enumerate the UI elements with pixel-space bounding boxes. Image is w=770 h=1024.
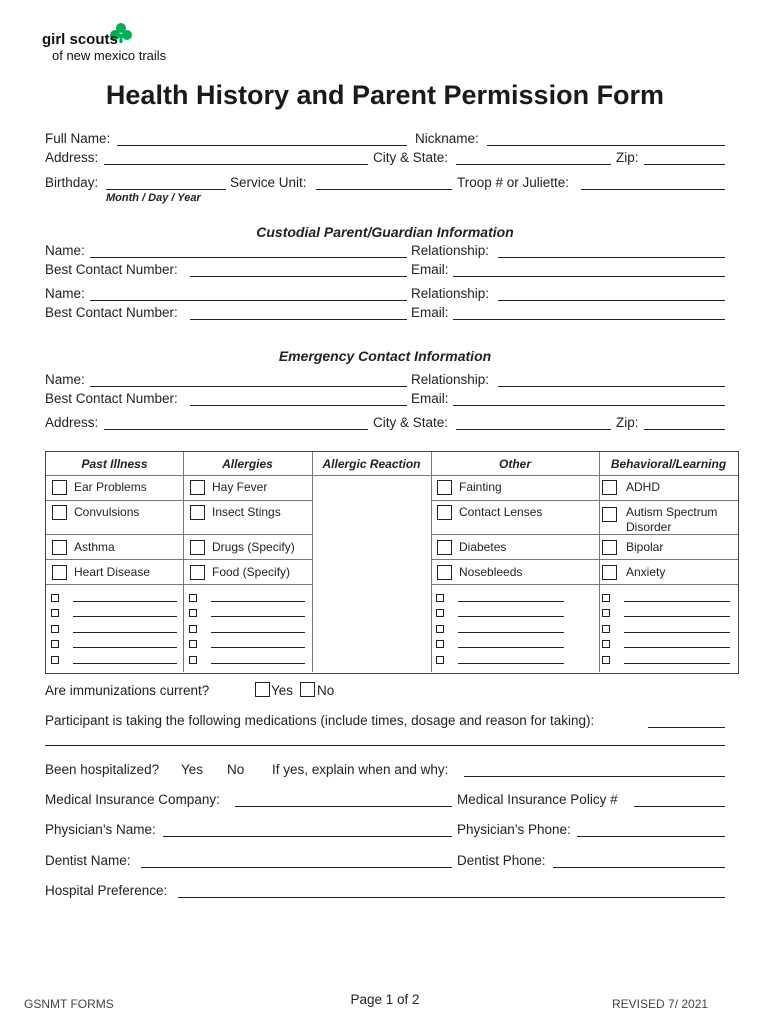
row-divider xyxy=(46,584,183,585)
insurance-policy-field[interactable] xyxy=(634,806,725,807)
autism-checkbox[interactable] xyxy=(602,507,617,522)
emergency-contact-label: Best Contact Number: xyxy=(45,391,178,406)
medications-field-2[interactable] xyxy=(45,745,725,746)
write-in-checkbox[interactable] xyxy=(51,640,59,648)
city-state-label: City & State: xyxy=(373,150,449,165)
row-divider xyxy=(599,475,738,476)
immunizations-yes-checkbox[interactable] xyxy=(255,682,270,697)
heart-disease-checkbox[interactable] xyxy=(52,565,67,580)
nosebleeds-label: Nosebleeds xyxy=(459,565,523,579)
asthma-label: Asthma xyxy=(74,540,115,554)
birthday-field[interactable] xyxy=(106,189,226,190)
write-in-checkbox[interactable] xyxy=(51,609,59,617)
contact-lenses-checkbox[interactable] xyxy=(437,505,452,520)
footer-revised: REVISED 7/ 2021 xyxy=(612,997,709,1011)
write-in-checkbox[interactable] xyxy=(189,594,197,602)
emergency-relationship-field[interactable] xyxy=(498,386,725,387)
custodial-heading: Custodial Parent/Guardian Information xyxy=(256,224,514,240)
header-allergies: Allergies xyxy=(222,457,273,471)
write-in-checkbox[interactable] xyxy=(602,594,610,602)
write-in-field[interactable] xyxy=(458,601,564,602)
emergency-contact-field[interactable] xyxy=(190,405,407,406)
hospitalized-no[interactable]: No xyxy=(227,762,245,777)
row-divider xyxy=(46,534,183,535)
nickname-field[interactable] xyxy=(487,145,725,146)
row-divider xyxy=(183,584,312,585)
dentist-phone-field[interactable] xyxy=(553,867,725,868)
row-divider xyxy=(599,559,738,560)
write-in-field[interactable] xyxy=(458,647,564,648)
page-title: Health History and Parent Permission Form xyxy=(105,80,665,110)
explain-label: If yes, explain when and why: xyxy=(272,762,449,777)
immunizations-no-checkbox[interactable] xyxy=(300,682,315,697)
medications-label: Participant is taking the following medications (include times, dosage and reason for taking): xyxy=(45,713,595,728)
fainting-label: Fainting xyxy=(459,480,502,494)
row-divider xyxy=(183,559,312,560)
write-in-checkbox[interactable] xyxy=(189,625,197,633)
write-in-checkbox[interactable] xyxy=(602,625,610,633)
explain-field[interactable] xyxy=(464,776,725,777)
diabetes-checkbox[interactable] xyxy=(437,540,452,555)
header-other: Other xyxy=(498,457,531,471)
logo xyxy=(42,22,192,64)
write-in-checkbox[interactable] xyxy=(436,625,444,633)
hospital-preference-field[interactable] xyxy=(178,897,725,898)
immunizations-label: Are immunizations current? xyxy=(45,683,210,698)
convulsions-checkbox[interactable] xyxy=(52,505,67,520)
custodial-contact-label-1: Best Contact Number: xyxy=(45,262,178,277)
row-divider xyxy=(183,534,312,535)
conditions-table xyxy=(45,451,739,674)
write-in-checkbox[interactable] xyxy=(602,609,610,617)
row-divider xyxy=(46,500,183,501)
hospital-preference-label: Hospital Preference: xyxy=(45,883,168,898)
write-in-field[interactable] xyxy=(73,601,177,602)
emergency-email-field[interactable] xyxy=(453,405,725,406)
adhd-checkbox[interactable] xyxy=(602,480,617,495)
row-divider xyxy=(431,559,599,560)
write-in-field[interactable] xyxy=(73,632,177,633)
write-in-checkbox[interactable] xyxy=(602,640,610,648)
footer-left: GSNMT FORMS xyxy=(24,997,114,1011)
insurance-company-label: Medical Insurance Company: xyxy=(45,792,220,807)
header-allergic-reaction: Allergic Reaction xyxy=(322,457,421,471)
write-in-field[interactable] xyxy=(211,632,305,633)
write-in-checkbox[interactable] xyxy=(436,656,444,664)
emergency-city-state-label: City & State: xyxy=(373,415,449,430)
custodial-email-field-1[interactable] xyxy=(453,276,725,277)
insurance-company-field[interactable] xyxy=(235,806,452,807)
page-number: Page 1 of 2 xyxy=(350,992,420,1007)
hay-fever-checkbox[interactable] xyxy=(190,480,205,495)
birthday-hint: Month / Day / Year xyxy=(106,192,201,204)
city-state-field[interactable] xyxy=(456,164,611,165)
write-in-checkbox[interactable] xyxy=(51,656,59,664)
convulsions-label: Convulsions xyxy=(74,505,140,519)
emergency-address-field[interactable] xyxy=(104,429,368,430)
immunizations-yes-label: Yes xyxy=(271,683,294,698)
row-divider xyxy=(183,500,312,501)
ear-problems-checkbox[interactable] xyxy=(52,480,67,495)
asthma-checkbox[interactable] xyxy=(52,540,67,555)
row-divider xyxy=(599,500,738,501)
write-in-field[interactable] xyxy=(458,663,564,664)
insect-stings-checkbox[interactable] xyxy=(190,505,205,520)
emergency-address-label: Address: xyxy=(45,415,99,430)
service-unit-label: Service Unit: xyxy=(230,175,307,190)
header-past-illness: Past Illness xyxy=(81,457,148,471)
write-in-field[interactable] xyxy=(458,632,564,633)
col-divider xyxy=(312,452,313,672)
write-in-field[interactable] xyxy=(624,663,730,664)
dentist-phone-label: Dentist Phone: xyxy=(457,853,546,868)
write-in-checkbox[interactable] xyxy=(602,656,610,664)
row-divider xyxy=(46,559,183,560)
write-in-checkbox[interactable] xyxy=(51,625,59,633)
insurance-policy-label: Medical Insurance Policy # xyxy=(457,792,618,807)
emergency-name-label: Name: xyxy=(45,372,85,387)
write-in-field[interactable] xyxy=(211,647,305,648)
medications-field-1[interactable] xyxy=(648,727,725,728)
emergency-heading: Emergency Contact Information xyxy=(278,348,492,364)
custodial-relationship-field-1[interactable] xyxy=(498,257,725,258)
write-in-field[interactable] xyxy=(624,632,730,633)
write-in-field[interactable] xyxy=(458,616,564,617)
col-divider xyxy=(431,452,432,672)
food-checkbox[interactable] xyxy=(190,565,205,580)
nosebleeds-checkbox[interactable] xyxy=(437,565,452,580)
write-in-checkbox[interactable] xyxy=(436,609,444,617)
write-in-checkbox[interactable] xyxy=(189,609,197,617)
custodial-email-label-2: Email: xyxy=(411,305,449,320)
dentist-name-label: Dentist Name: xyxy=(45,853,131,868)
ear-problems-label: Ear Problems xyxy=(74,480,147,494)
emergency-zip-field[interactable] xyxy=(644,429,725,430)
write-in-field[interactable] xyxy=(624,616,730,617)
insect-stings-label: Insect Stings xyxy=(212,505,281,519)
row-divider xyxy=(431,534,599,535)
write-in-field[interactable] xyxy=(211,616,305,617)
food-label: Food (Specify) xyxy=(212,565,291,579)
physician-phone-label: Physician’s Phone: xyxy=(457,822,571,837)
anxiety-label: Anxiety xyxy=(626,565,666,579)
custodial-name-label-1: Name: xyxy=(45,243,85,258)
row-divider xyxy=(183,475,312,476)
custodial-contact-label-2: Best Contact Number: xyxy=(45,305,178,320)
physician-name-label: Physician’s Name: xyxy=(45,822,156,837)
write-in-field[interactable] xyxy=(624,647,730,648)
emergency-zip-label: Zip: xyxy=(616,415,639,430)
custodial-relationship-label-2: Relationship: xyxy=(411,286,490,301)
drugs-label: Drugs (Specify) xyxy=(212,540,295,554)
emergency-email-label: Email: xyxy=(411,391,449,406)
hospitalized-label: Been hospitalized? xyxy=(45,762,160,777)
write-in-field[interactable] xyxy=(73,616,177,617)
address-label: Address: xyxy=(45,150,99,165)
write-in-field[interactable] xyxy=(73,647,177,648)
autism-label: Autism Spectrum Disorder xyxy=(626,505,718,534)
write-in-field[interactable] xyxy=(624,601,730,602)
custodial-name-field-2[interactable] xyxy=(90,300,407,301)
custodial-name-label-2: Name: xyxy=(45,286,85,301)
adhd-label: ADHD xyxy=(626,480,661,494)
write-in-field[interactable] xyxy=(73,663,177,664)
write-in-checkbox[interactable] xyxy=(436,640,444,648)
hospitalized-yes[interactable]: Yes xyxy=(181,762,204,777)
row-divider xyxy=(431,475,599,476)
custodial-name-field-1[interactable] xyxy=(90,257,407,258)
custodial-email-label-1: Email: xyxy=(411,262,449,277)
custodial-contact-field-1[interactable] xyxy=(190,276,407,277)
logo-line1: girl scouts xyxy=(42,31,118,48)
custodial-email-field-2[interactable] xyxy=(453,319,725,320)
custodial-contact-field-2[interactable] xyxy=(190,319,407,320)
nickname-label: Nickname: xyxy=(415,131,479,146)
bipolar-label: Bipolar xyxy=(626,540,664,554)
row-divider xyxy=(46,475,183,476)
immunizations-no-label: No xyxy=(317,683,335,698)
custodial-relationship-field-2[interactable] xyxy=(498,300,725,301)
physician-phone-field[interactable] xyxy=(577,836,725,837)
zip-label: Zip: xyxy=(616,150,639,165)
heart-disease-label: Heart Disease xyxy=(74,565,151,579)
troop-label: Troop # or Juliette: xyxy=(457,175,570,190)
zip-field[interactable] xyxy=(644,164,725,165)
allergic-reaction-area[interactable] xyxy=(314,476,430,671)
row-divider xyxy=(431,500,599,501)
row-divider xyxy=(599,584,738,585)
anxiety-checkbox[interactable] xyxy=(602,565,617,580)
full-name-field[interactable] xyxy=(117,145,407,146)
hay-fever-label: Hay Fever xyxy=(212,480,268,494)
emergency-city-state-field[interactable] xyxy=(456,429,611,430)
logo-line2: of new mexico trails xyxy=(52,48,167,63)
fainting-checkbox[interactable] xyxy=(437,480,452,495)
service-unit-field[interactable] xyxy=(316,189,452,190)
physician-name-field[interactable] xyxy=(163,836,452,837)
diabetes-label: Diabetes xyxy=(459,540,507,554)
bipolar-checkbox[interactable] xyxy=(602,540,617,555)
write-in-checkbox[interactable] xyxy=(51,594,59,602)
address-field[interactable] xyxy=(104,164,368,165)
dentist-name-field[interactable] xyxy=(141,867,452,868)
write-in-checkbox[interactable] xyxy=(189,656,197,664)
header-behavioral: Behavioral/Learning xyxy=(610,457,727,471)
write-in-checkbox[interactable] xyxy=(189,640,197,648)
col-divider xyxy=(183,452,184,672)
write-in-field[interactable] xyxy=(211,663,305,664)
write-in-checkbox[interactable] xyxy=(436,594,444,602)
emergency-name-field[interactable] xyxy=(90,386,407,387)
row-divider xyxy=(431,584,599,585)
contact-lenses-label: Contact Lenses xyxy=(459,505,543,519)
troop-field[interactable] xyxy=(581,189,725,190)
custodial-relationship-label-1: Relationship: xyxy=(411,243,490,258)
write-in-field[interactable] xyxy=(211,601,305,602)
emergency-relationship-label: Relationship: xyxy=(411,372,490,387)
full-name-label: Full Name: xyxy=(45,131,111,146)
drugs-checkbox[interactable] xyxy=(190,540,205,555)
birthday-label: Birthday: xyxy=(45,175,99,190)
col-divider xyxy=(599,452,600,672)
